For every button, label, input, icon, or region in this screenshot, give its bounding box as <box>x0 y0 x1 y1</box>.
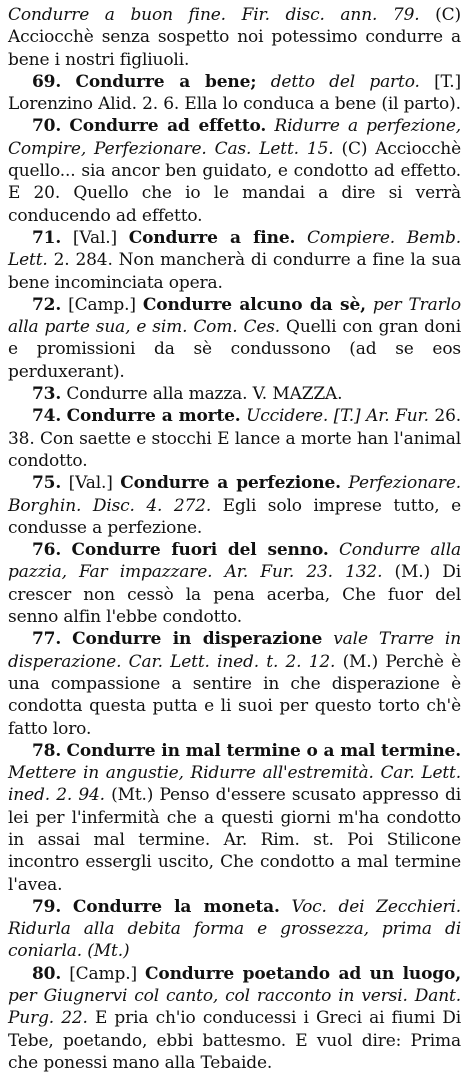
entry-69 <box>8 71 461 116</box>
entry-75 <box>8 472 461 539</box>
entry-78 <box>8 740 461 896</box>
entry-marker: [Camp.] <box>69 963 137 984</box>
entry-definition: Compiere. Bemb. Lett. <box>8 227 461 271</box>
entry-marker: [Val.] <box>72 227 117 248</box>
entry-number: 75. <box>32 473 62 494</box>
entry-headword: Condurre poetando ad un luogo, <box>145 963 462 984</box>
entry-68-continuation <box>8 4 461 71</box>
entry-definition: detto del parto. <box>270 71 420 92</box>
entry-headword: Condurre in disperazione <box>72 629 323 650</box>
entry-definition: Ridurre a perfezione, Compire, Perfezionare. Cas. Lett. 15. <box>8 116 461 159</box>
entry-definition: Condurre a buon fine. Fir. disc. ann. 79. <box>8 5 420 25</box>
entry-text: Quelli con gran doni e promissioni da sè condussono (ad se eos perduxerant). <box>8 317 461 382</box>
entry-number: 77. <box>32 629 62 650</box>
entry-text: (C) Acciocchè quello... sia ancor ben guidato, e condotto ad effetto. E 20. Quello che io le mandai a dire si verrà conducendo ad effetto. <box>8 138 461 226</box>
entry-headword: Condurre fuori del senno. <box>71 540 329 561</box>
entry-74 <box>8 405 461 472</box>
entry-headword: Condurre ad effetto. <box>69 116 267 137</box>
entry-71 <box>8 227 461 294</box>
entry-text: Condurre alla mazza. V. MAZZA. <box>66 384 343 405</box>
entry-text: 26. 38. Con saette e stocchi E lance a morte han l'animal condotto. <box>8 406 461 471</box>
entry-text: (M.) Perchè è una compassione a sentire in che disperazione è condotta questa putta e li suoi per questo torto ch'è fatto loro. <box>8 651 461 739</box>
entry-definition: per Trarlo alla parte sua, e sim. Com. Ces. <box>8 294 461 338</box>
entry-number: 80. <box>32 963 62 984</box>
entry-72 <box>8 294 461 383</box>
entry-headword: Condurre alcuno da sè, <box>142 294 366 315</box>
entry-definition: vale Trarre in disperazione. Car. Lett. ined. t. 2. 12. <box>8 629 461 672</box>
entry-definition: Perfezionare. Borghin. Disc. 4. 272. <box>8 473 461 516</box>
entry-text: 2. 284. Non mancherà di condurre a fine la sua bene incominciata opera. <box>8 250 461 293</box>
entry-number: 70. <box>32 116 62 137</box>
entry-definition: per Giugnervi col canto, col racconto in versi. Dant. Purg. 22. <box>8 986 461 1029</box>
entry-76 <box>8 539 461 628</box>
entry-text: [T.] Lorenzino Alid. 2. 6. Ella lo conduca a bene (il parto). <box>8 71 461 115</box>
entry-headword: Condurre a morte. <box>66 406 241 427</box>
entry-70 <box>8 115 461 226</box>
entry-definition: Condurre alla pazzia, Far impazzare. Ar. Fur. 23. 132. <box>8 540 461 583</box>
entry-number: 72. <box>32 294 62 315</box>
entry-number: 76. <box>32 540 62 561</box>
entry-definition: Uccidere. [T.] Ar. Fur. <box>246 406 429 427</box>
entry-text: E pria ch'io conducessi i Greci ai fiumi Di Tebe, poetando, ebbi battesmo. E vuol dire: Prima che ponessi mano alla Tebaide. <box>8 1008 461 1073</box>
entry-text: (M.) Di crescer non cessò la pena acerba, Che fuor del senno alfin l'ebbe condotto. <box>8 562 461 628</box>
entry-number: 74. <box>32 406 62 427</box>
entry-80 <box>8 963 461 1074</box>
entry-text: Egli solo imprese tutto, e condusse a perfezione. <box>8 495 461 538</box>
entry-headword: Condurre a fine. <box>128 227 296 248</box>
entry-headword: Condurre la moneta. <box>72 896 280 917</box>
entry-headword: Condurre a bene; <box>75 71 257 92</box>
entry-number: 73. <box>32 384 62 405</box>
entry-definition: Voc. dei Zecchieri. Ridurla alla debita forma e grossezza, prima di coniarla. (Mt.) <box>8 896 461 962</box>
entry-number: 69. <box>32 71 62 92</box>
entry-77 <box>8 628 461 739</box>
entry-number: 79. <box>32 896 62 917</box>
entry-marker: [Val.] <box>68 473 113 494</box>
entry-79 <box>8 896 461 963</box>
entry-text: (Mt.) Penso d'essere scusato appresso di lei per l'infermità che a questi giorni m'ha condotto in assai mal termine. Ar. Rim. st. Poi Stilicone incontro essergli uscito, Che condotto a mal termine l'avea. <box>8 785 461 895</box>
entry-73 <box>8 383 461 405</box>
entry-headword: Condurre a perfezione. <box>120 473 341 494</box>
entry-number: 71. <box>32 227 62 248</box>
entry-text: (C) Acciocchè senza sospetto noi potessimo condurre a bene i nostri figliuoli. <box>8 5 462 70</box>
entry-marker: [Camp.] <box>68 294 136 315</box>
entry-definition: Mettere in angustie, Ridurre all'estremità. Car. Lett. ined. 2. 94. <box>8 763 461 806</box>
entry-number: 78. <box>32 740 62 761</box>
entry-headword: Condurre in mal termine o a mal termine. <box>66 740 461 761</box>
